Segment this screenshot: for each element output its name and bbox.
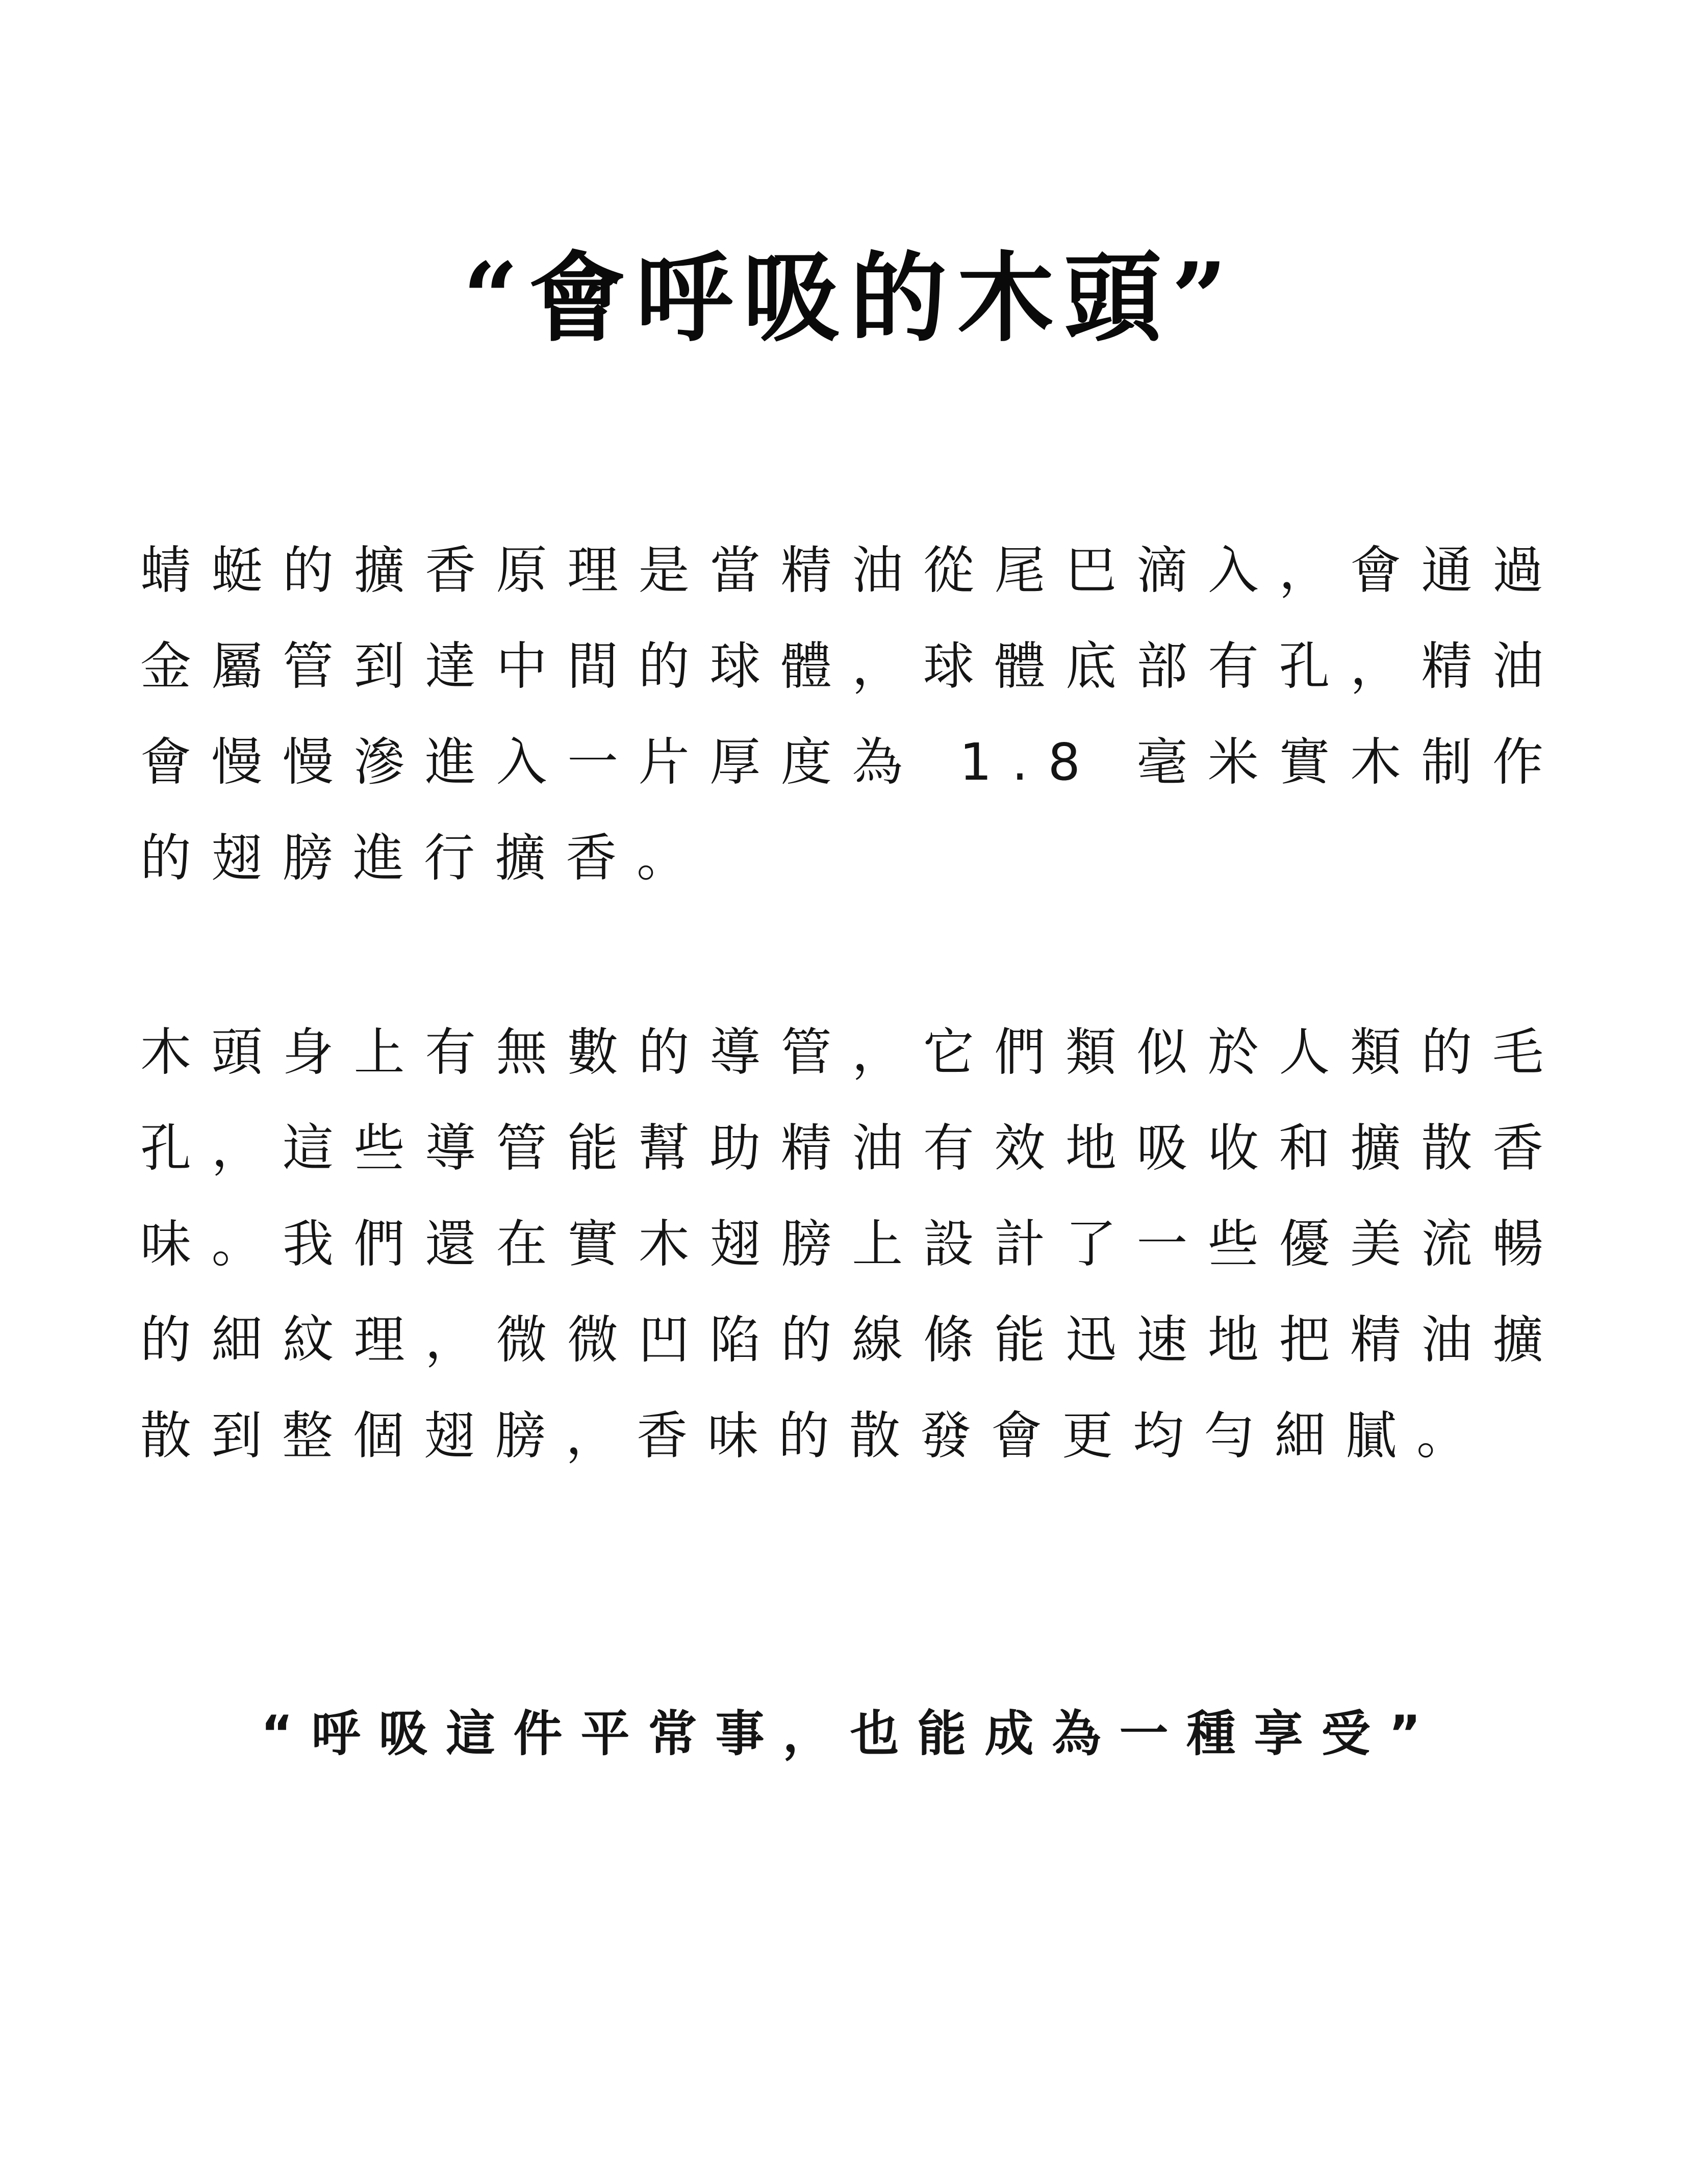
paragraph-diffusion-principle: 蜻蜓的擴香原理是當精油從尾巴滴入，會通過金屬管到達中間的球體，球體底部有孔，精油會慢慢滲進入一片厚度為 1.8 毫米實木制作的翅膀進行擴香。 bbox=[140, 541, 1563, 888]
page-title: “會呼吸的木頭” bbox=[463, 241, 1237, 355]
slogan: “呼吸這件平常事，也能成為一種享受” bbox=[261, 1705, 1439, 1762]
paragraph-wood-pores: 木頭身上有無數的導管，它們類似於人類的毛孔，這些導管能幫助精油有效地吸收和擴散香味。我們還在實木翅膀上設計了一些優美流暢的細紋理，微微凹陷的線條能迅速地把精油擴散到整個翅膀，香味的散發會更均勻細膩。 bbox=[140, 1022, 1563, 1466]
